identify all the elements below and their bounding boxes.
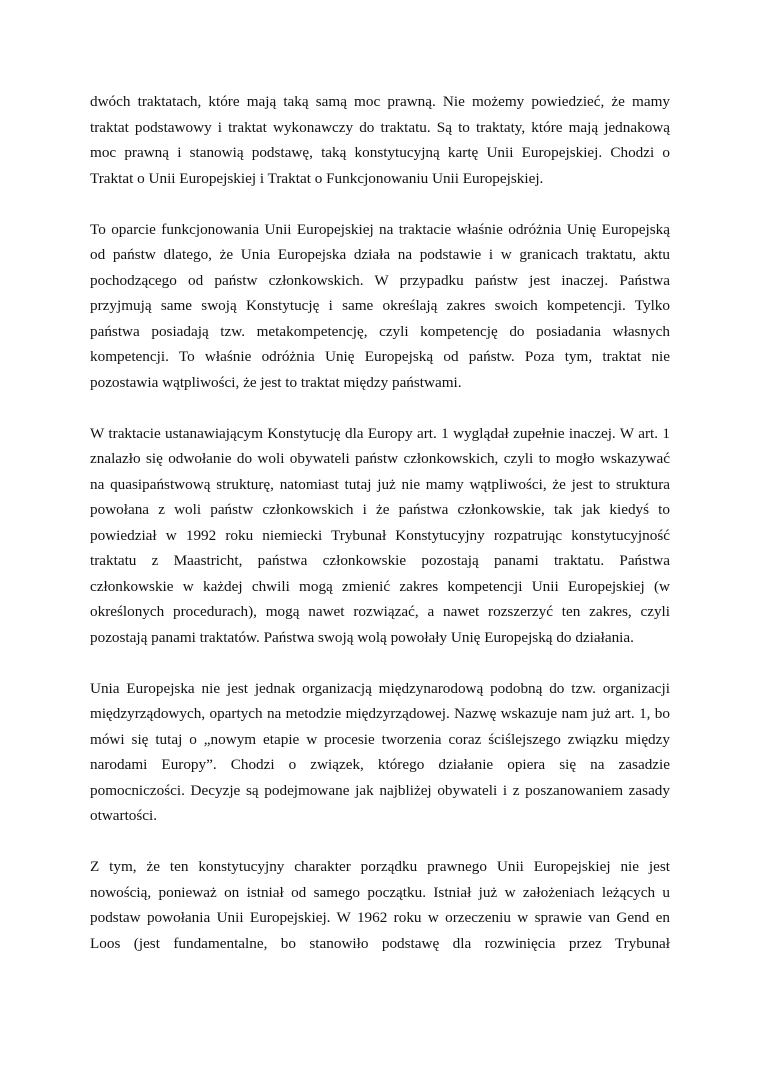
text-line: powołana z woli państw członkowskich i że państwa członkowskie, tak jak kiedyś to bbox=[90, 501, 670, 518]
document-page bbox=[90, 89, 670, 956]
paragraph-2 bbox=[90, 217, 670, 396]
text-line: mówi się tutaj o „nowym etapie w procesie tworzenia coraz ściślejszego związku między bbox=[90, 730, 670, 748]
text-line: przyjmują same swoją Konstytucję i same określają zakres swoich kompetencji. Tylko bbox=[90, 297, 670, 314]
text-line: narodami Europy”. Chodzi o związek, którego działanie opiera się na zasadzie bbox=[90, 756, 670, 773]
text-line: traktatu z Maastricht, państwa członkowskie pozostają panami traktatu. Państwa bbox=[90, 552, 670, 569]
text-line: Z tym, że ten konstytucyjny charakter porządku prawnego Unii Europejskiej nie jest bbox=[90, 858, 670, 875]
text-line: międzyrządowych, opartych na metodzie międzyrządowej. Nazwę wskazuje nam już art. 1, bo bbox=[90, 705, 670, 722]
text-line: kompetencji. To właśnie odróżnia Unię Europejską od państw. Poza tym, traktat nie bbox=[90, 348, 670, 365]
text-line: powiedział w 1992 roku niemiecki Trybunał Konstytucyjny rozpatrując konstytucyjność bbox=[90, 526, 670, 544]
text-line: moc prawną i stanowią podstawę, taką konstytucyjną kartę Unii Europejskiej. Chodzi o bbox=[90, 144, 670, 161]
text-line: pochodzącego od państw członkowskich. W przypadku państw jest inaczej. Państwa bbox=[90, 271, 670, 289]
text-line: Loos (jest fundamentalne, bo stanowiło podstawę dla rozwinięcia przez Trybunał bbox=[90, 934, 670, 952]
text-line: pomocniczości. Decyzje są podejmowane jak najbliżej obywateli i z poszanowaniem zasady bbox=[90, 781, 670, 799]
text-line: państwa posiadają tzw. metakompetencję, czyli kompetencję do posiadania własnych bbox=[90, 322, 670, 340]
paragraph-1 bbox=[90, 89, 670, 191]
text-line: Traktat o Unii Europejskiej i Traktat o Funkcjonowaniu Unii Europejskiej. bbox=[90, 169, 544, 187]
text-line: na quasipaństwową strukturę, natomiast tutaj już nie mamy wątpliwości, że jest to struktura bbox=[90, 475, 670, 493]
text-line: określonych procedurach), mogą nawet rozwiązać, a nawet rozszerzyć ten zakres, czyli bbox=[90, 603, 670, 620]
text-line: pozostawia wątpliwości, że jest to traktat między państwami. bbox=[90, 373, 462, 391]
text-line: traktat podstawowy i traktat wykonawczy do traktatu. Są to traktaty, które mają jednakową bbox=[90, 118, 670, 136]
text-line: pozostają panami traktatów. Państwa swoją wolą powołały Unię Europejską do działania. bbox=[90, 628, 634, 646]
text-line: dwóch traktatach, które mają taką samą moc prawną. Nie możemy powiedzieć, że mamy bbox=[90, 93, 670, 110]
paragraph-4 bbox=[90, 676, 670, 829]
text-line: od państw dlatego, że Unia Europejska działa na podstawie i w granicach traktatu, aktu bbox=[90, 246, 670, 263]
text-line: To oparcie funkcjonowania Unii Europejskiej na traktacie właśnie odróżnia Unię Europejską bbox=[90, 220, 670, 238]
text-line: Unia Europejska nie jest jednak organizacją międzynarodową podobną do tzw. organizacji bbox=[90, 679, 670, 697]
text-line: W traktacie ustanawiającym Konstytucję dla Europy art. 1 wyglądał zupełnie inaczej. W art. 1 bbox=[90, 424, 670, 442]
text-line: znalazło się odwołanie do woli obywateli państw członkowskich, czyli to mogło wskazywać bbox=[90, 450, 670, 467]
paragraph-5 bbox=[90, 854, 670, 956]
text-line: otwartości. bbox=[90, 807, 158, 824]
text-line: nowością, ponieważ on istniał od samego początku. Istniał już w założeniach leżących u bbox=[90, 883, 670, 901]
paragraph-3 bbox=[90, 421, 670, 651]
text-line: podstaw powołania Unii Europejskiej. W 1962 roku w orzeczeniu w sprawie van Gend en bbox=[90, 909, 670, 926]
text-line: członkowskie w każdej chwili mogą zmienić zakres kompetencji Unii Europejskiej (w bbox=[90, 577, 670, 595]
